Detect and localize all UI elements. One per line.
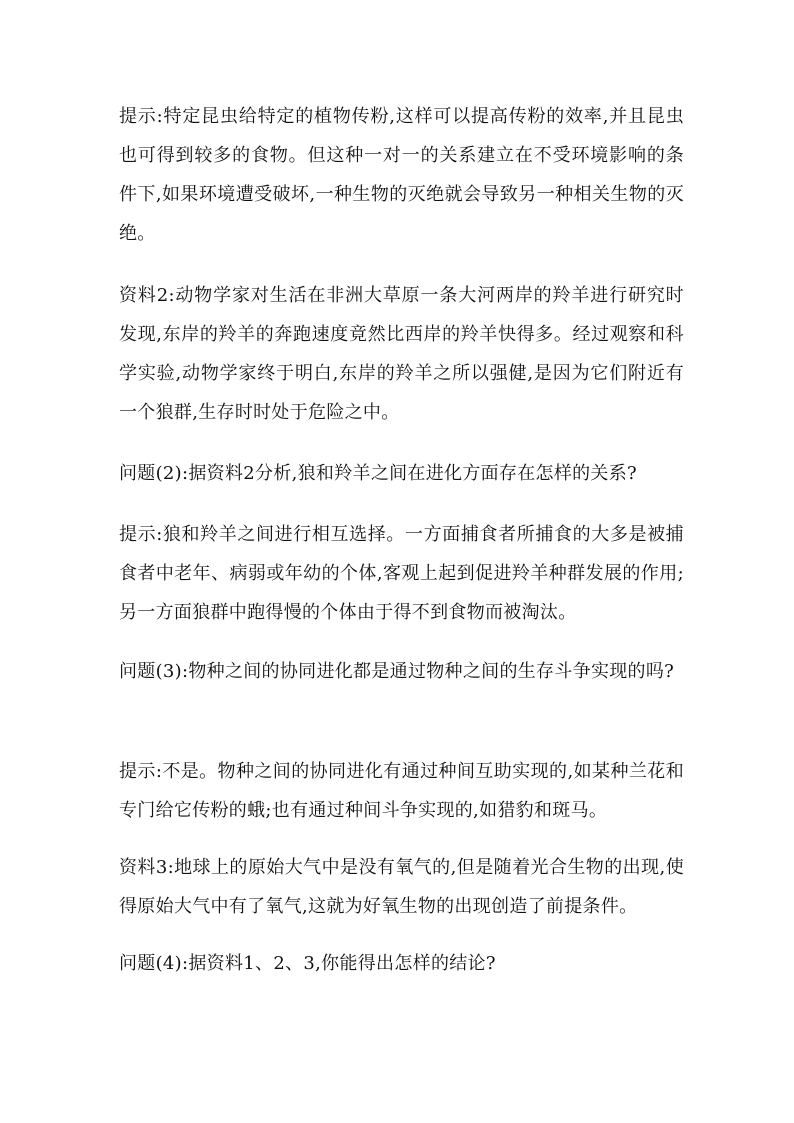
material-2-paragraph: 资料2:动物学家对生活在非洲大草原一条大河两岸的羚羊进行研究时发现,东岸的羚羊的奔跑速度竟然比西岸的羚羊快得多。经过观察和科学实验,动物学家终于明白,东岸的羚羊之所以强健,是因为它们附近有一个狼群,生存时时处于危险之中。 — [119, 285, 684, 423]
question-4-paragraph: 问题(4):据资料1、2、3,你能得出怎样的结论? — [119, 953, 496, 974]
question-2-paragraph: 问题(2):据资料2分析,狼和羚羊之间在进化方面存在怎样的关系? — [119, 463, 637, 484]
hint-paragraph-1: 提示:特定昆虫给特定的植物传粉,这样可以提高传粉的效率,并且昆虫也可得到较多的食物。但这种一对一的关系建立在不受环境影响的条件下,如果环境遭受破坏,一种生物的灭绝就会导致另一种相关生物的灭绝。 — [119, 106, 684, 244]
hint-paragraph-3: 提示:不是。物种之间的协同进化有通过种间互助实现的,如某种兰花和专门给它传粉的蛾;也有通过种间斗争实现的,如猎豹和斑马。 — [119, 761, 684, 821]
hint-paragraph-2: 提示:狼和羚羊之间进行相互选择。一方面捕食者所捕食的大多是被捕食者中老年、病弱或年幼的个体,客观上起到促进羚羊种群发展的作用;另一方面狼群中跑得慢的个体由于得不到食物而被淘汰。 — [119, 524, 684, 623]
material-3-paragraph: 资料3:地球上的原始大气中是没有氧气的,但是随着光合生物的出现,使得原始大气中有了氧气,这就为好氧生物的出现创造了前提条件。 — [119, 857, 684, 917]
question-3-paragraph: 问题(3):物种之间的协同进化都是通过物种之间的生存斗争实现的吗? — [119, 661, 675, 682]
